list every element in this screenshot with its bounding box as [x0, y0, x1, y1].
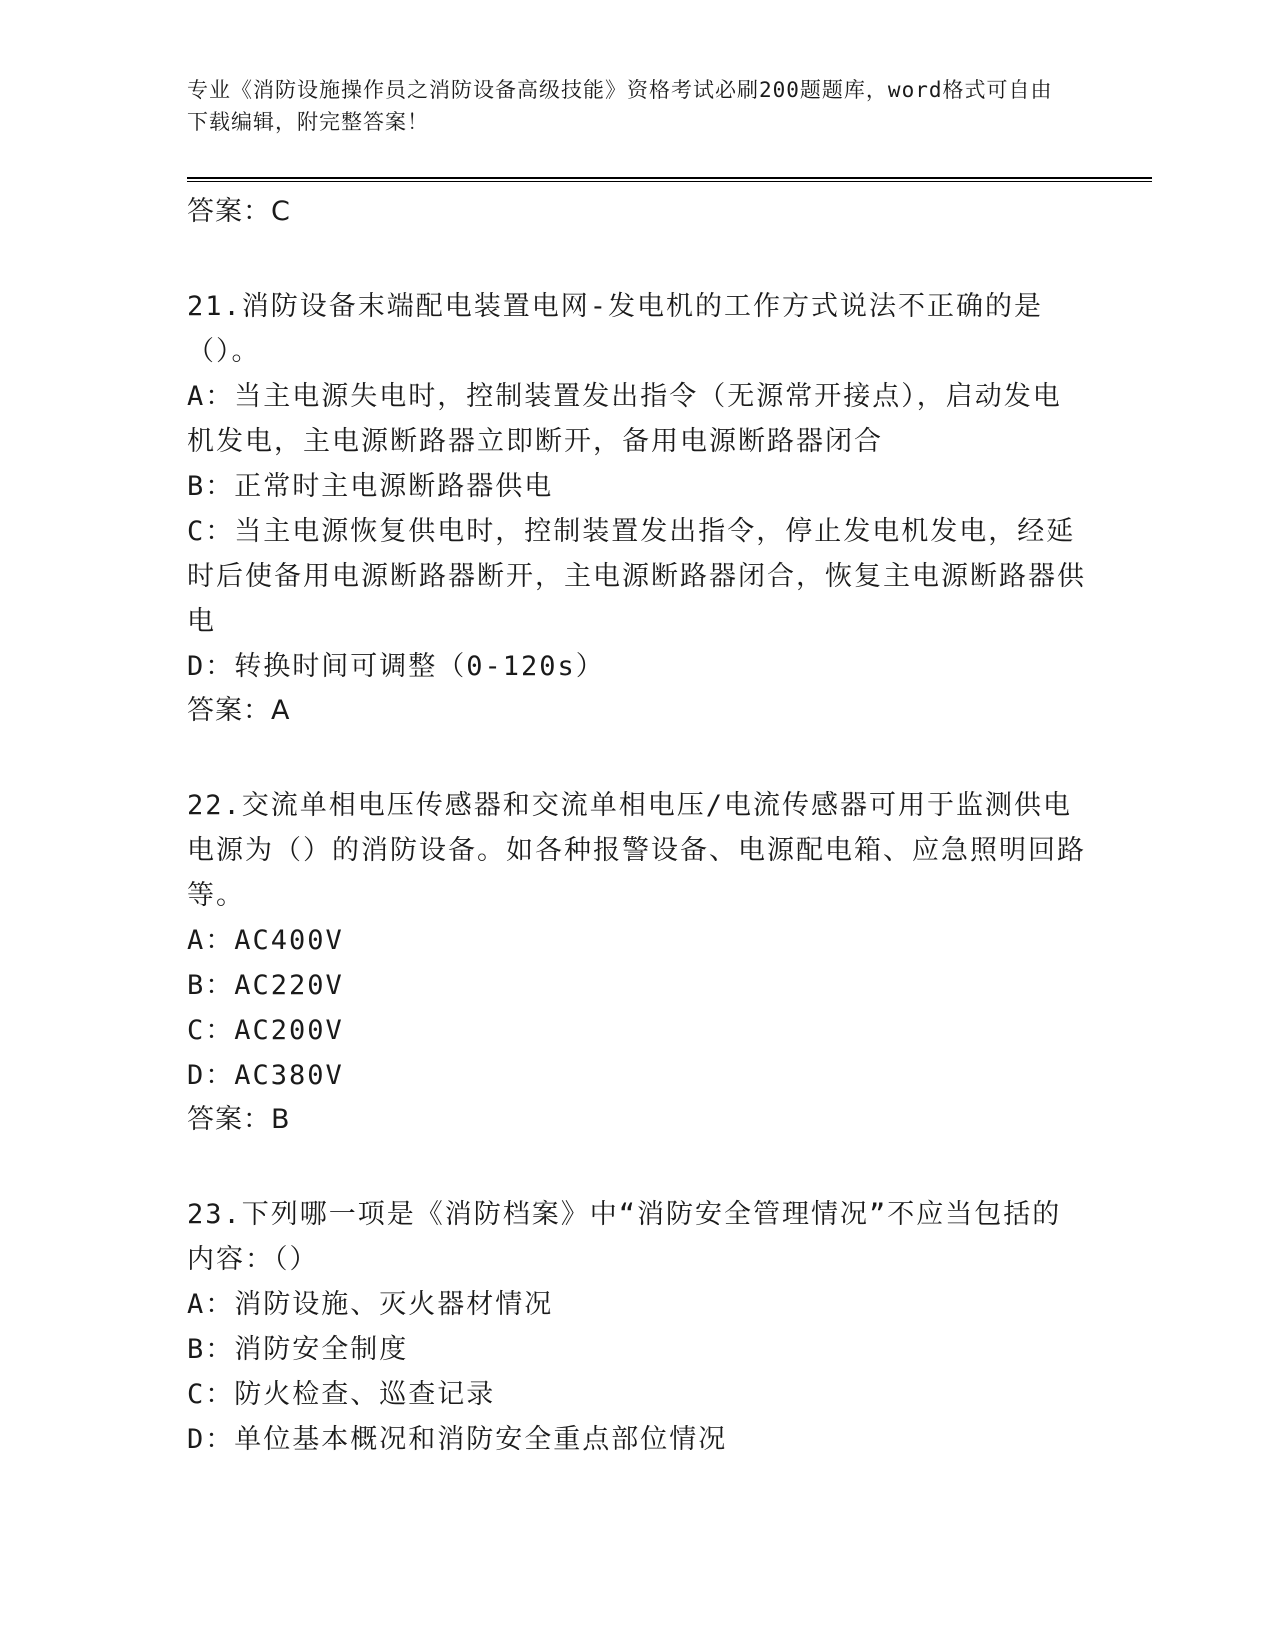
question-list — [187, 190, 1087, 1462]
option-b: B：消防安全制度 — [187, 1334, 409, 1365]
option-a: A：消防设施、灭火器材情况 — [187, 1289, 554, 1320]
option-c: C：当主电源恢复供电时，控制装置发出指令，停止发电机发电，经延时后使备用电源断路器断开，主电源断路器闭合，恢复主电源断路器供电 — [187, 516, 1086, 637]
option-a: A：AC400V — [187, 925, 344, 956]
answer-line: 答案：C — [187, 196, 291, 227]
question-stem: 21.消防设备末端配电装置电网-发电机的工作方式说法不正确的是（）。 — [187, 291, 1044, 367]
option-d: D：转换时间可调整（0-120s） — [187, 651, 605, 682]
question-22 — [187, 783, 1087, 1142]
header-divider-thin — [187, 181, 1152, 182]
question-stem: 23.下列哪一项是《消防档案》中“消防安全管理情况”不应当包括的内容：（） — [187, 1199, 1062, 1275]
question-23 — [187, 1192, 1087, 1462]
option-c: C：AC200V — [187, 1015, 344, 1046]
question-21 — [187, 284, 1087, 733]
answer-line: 答案：A — [187, 695, 291, 726]
question-stem: 22.交流单相电压传感器和交流单相电压/电流传感器可用于监测供电电源为（）的消防设备。如各种报警设备、电源配电箱、应急照明回路等。 — [187, 790, 1086, 911]
option-d: D：AC380V — [187, 1060, 344, 1091]
answer-line: 答案：B — [187, 1104, 291, 1135]
option-b: B：AC220V — [187, 970, 344, 1001]
header-divider — [187, 177, 1152, 179]
page-header: 专业《消防设施操作员之消防设备高级技能》资格考试必刷200题题库，word格式可自由下载编辑，附完整答案！ — [187, 78, 1053, 134]
option-c: C：防火检查、巡查记录 — [187, 1379, 496, 1410]
option-d: D：单位基本概况和消防安全重点部位情况 — [187, 1424, 728, 1455]
option-b: B：正常时主电源断路器供电 — [187, 471, 554, 502]
option-a: A：当主电源失电时，控制装置发出指令（无源常开接点），启动发电机发电，主电源断路器立即断开，备用电源断路器闭合 — [187, 381, 1062, 457]
